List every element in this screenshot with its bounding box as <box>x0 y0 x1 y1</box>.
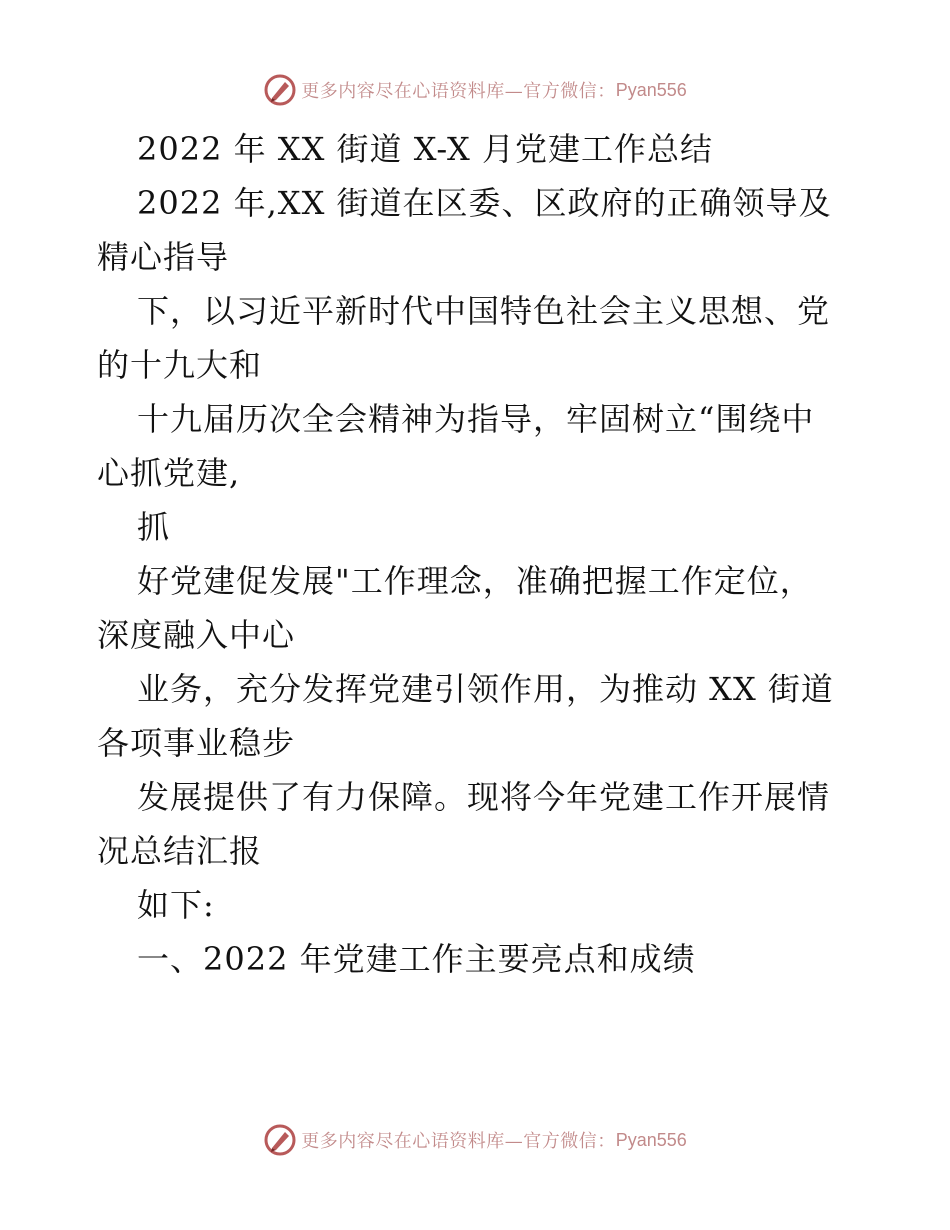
paragraph-line: 十九届历次全会精神为指导，牢固树立“围绕中 <box>137 400 815 438</box>
paragraph-line: 的十九大和 <box>97 346 263 384</box>
paragraph-line: 心抓党建, <box>97 454 241 492</box>
paragraph-line: 如下: <box>137 886 215 924</box>
paragraph-line: 好党建促发展"工作理念，准确把握工作定位， <box>137 562 813 600</box>
watermark-wechat-id: Pyan556 <box>615 1129 687 1150</box>
watermark-text: 更多内容尽在心语资料库—官方微信： <box>301 1131 616 1152</box>
paragraph-line: 精心指导 <box>97 238 230 276</box>
document-title: 2022 年 XX 街道 X-X 月党建工作总结 <box>137 130 713 168</box>
paragraph-line: 2022 年,XX 街道在区委、区政府的正确领导及 <box>137 184 832 222</box>
watermark-text: 更多内容尽在心语资料库—官方微信： <box>301 81 616 102</box>
paragraph-line: 抓 <box>137 508 171 546</box>
watermark-wechat-id: Pyan556 <box>615 79 687 100</box>
document-body <box>97 122 857 986</box>
paragraph-line: 下，以习近平新时代中国特色社会主义思想、党 <box>137 292 831 330</box>
pen-circle-logo-icon <box>263 73 297 107</box>
watermark-header <box>0 70 950 110</box>
paragraph-line: 况总结汇报 <box>97 832 263 870</box>
paragraph-line: 发展提供了有力保障。现将今年党建工作开展情 <box>137 778 831 816</box>
paragraph-line: 深度融入中心 <box>97 616 296 654</box>
paragraph-line: 业务，充分发挥党建引领作用，为推动 XX 街道 <box>137 670 834 708</box>
paragraph-line: 各项事业稳步 <box>97 724 296 762</box>
pen-circle-logo-icon <box>263 1123 297 1157</box>
section-heading: 一、2022 年党建工作主要亮点和成绩 <box>137 940 696 978</box>
watermark-footer <box>0 1120 950 1160</box>
